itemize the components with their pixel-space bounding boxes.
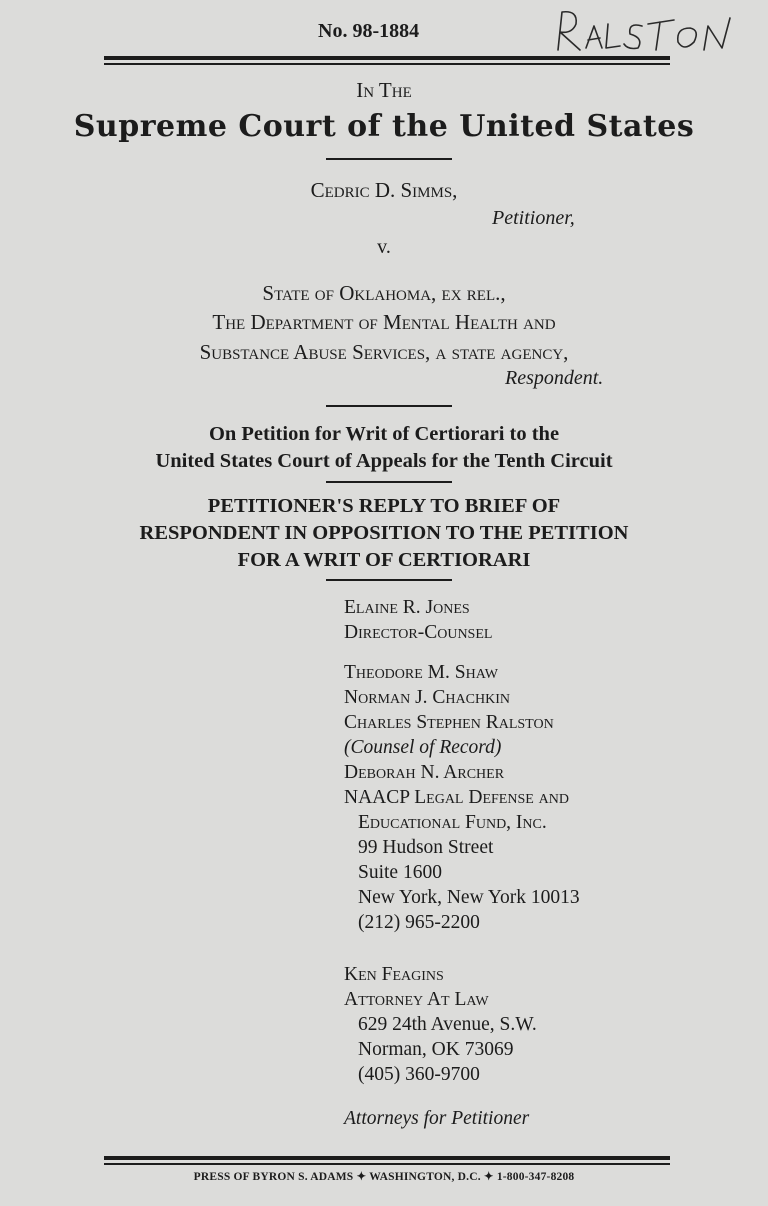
title-line-3: FOR A WRIT OF CERTIORARI	[237, 549, 531, 571]
address-line: 629 24th Avenue, S.W.	[358, 1014, 537, 1035]
phone-number: (212) 965-2200	[358, 912, 480, 933]
counsel-group-1	[344, 595, 492, 645]
petitioner-name: Cedric D. Simms,	[310, 178, 458, 202]
footer-rule-thin	[104, 1163, 670, 1165]
court-name: Supreme Court of the United States	[73, 109, 695, 144]
counsel-title: Director-Counsel	[344, 622, 493, 643]
counsel-of-record: (Counsel of Record)	[344, 737, 502, 758]
header-rule-thin	[104, 63, 670, 65]
address-line: Suite 1600	[358, 862, 442, 883]
versus: v.	[377, 236, 391, 258]
press-name: PRESS OF BYRON S. ADAMS	[193, 1171, 354, 1183]
respondent-line-3: Substance Abuse Services, a state agency,	[199, 340, 569, 364]
divider-1	[326, 158, 452, 160]
handwritten-signature	[550, 4, 740, 56]
docket-number: No. 98-1884	[318, 20, 420, 42]
counsel-name: Norman J. Chachkin	[344, 687, 510, 708]
counsel-name: Deborah N. Archer	[344, 762, 505, 783]
title-line-1: PETITIONER'S REPLY TO BRIEF OF	[207, 495, 561, 517]
counsel-name: Ken Feagins	[344, 964, 444, 985]
footer-rule-thick	[104, 1156, 670, 1160]
counsel-name: Charles Stephen Ralston	[344, 712, 554, 733]
printer-imprint	[0, 1169, 768, 1183]
respondent-line-2: The Department of Mental Health and	[212, 310, 556, 334]
counsel-group-2	[344, 660, 580, 935]
title-line-2: RESPONDENT IN OPPOSITION TO THE PETITION	[139, 522, 629, 544]
organization-name: NAACP Legal Defense and	[344, 787, 569, 808]
court-prefix: In The	[356, 78, 412, 102]
petitioner-role: Petitioner,	[492, 207, 575, 229]
counsel-name: Theodore M. Shaw	[344, 662, 498, 683]
address-line: Norman, OK 73069	[358, 1039, 514, 1060]
petition-line-2: United States Court of Appeals for the Tenth Circuit	[155, 450, 613, 472]
phone-number: (405) 360-9700	[358, 1064, 480, 1085]
divider-4	[326, 579, 452, 581]
petition-line-1: On Petition for Writ of Certiorari to the	[208, 423, 560, 445]
counsel-group-3	[344, 962, 537, 1087]
counsel-title: Attorney At Law	[344, 989, 489, 1010]
separator-icon: ✦	[483, 1171, 494, 1183]
respondent-line-1: State of Oklahoma, ex rel.,	[262, 281, 506, 305]
respondent-role: Respondent.	[505, 367, 604, 389]
separator-icon: ✦	[356, 1171, 367, 1183]
counsel-name: Elaine R. Jones	[344, 597, 470, 618]
press-city: WASHINGTON, D.C.	[369, 1171, 481, 1183]
press-phone: 1-800-347-8208	[496, 1171, 575, 1183]
header-rule-thick	[104, 56, 670, 60]
divider-3	[326, 481, 452, 483]
organization-name-cont: Educational Fund, Inc.	[358, 812, 547, 833]
address-line: 99 Hudson Street	[358, 837, 494, 858]
divider-2	[326, 405, 452, 407]
attorneys-for: Attorneys for Petitioner	[344, 1108, 530, 1129]
address-line: New York, New York 10013	[358, 887, 580, 908]
